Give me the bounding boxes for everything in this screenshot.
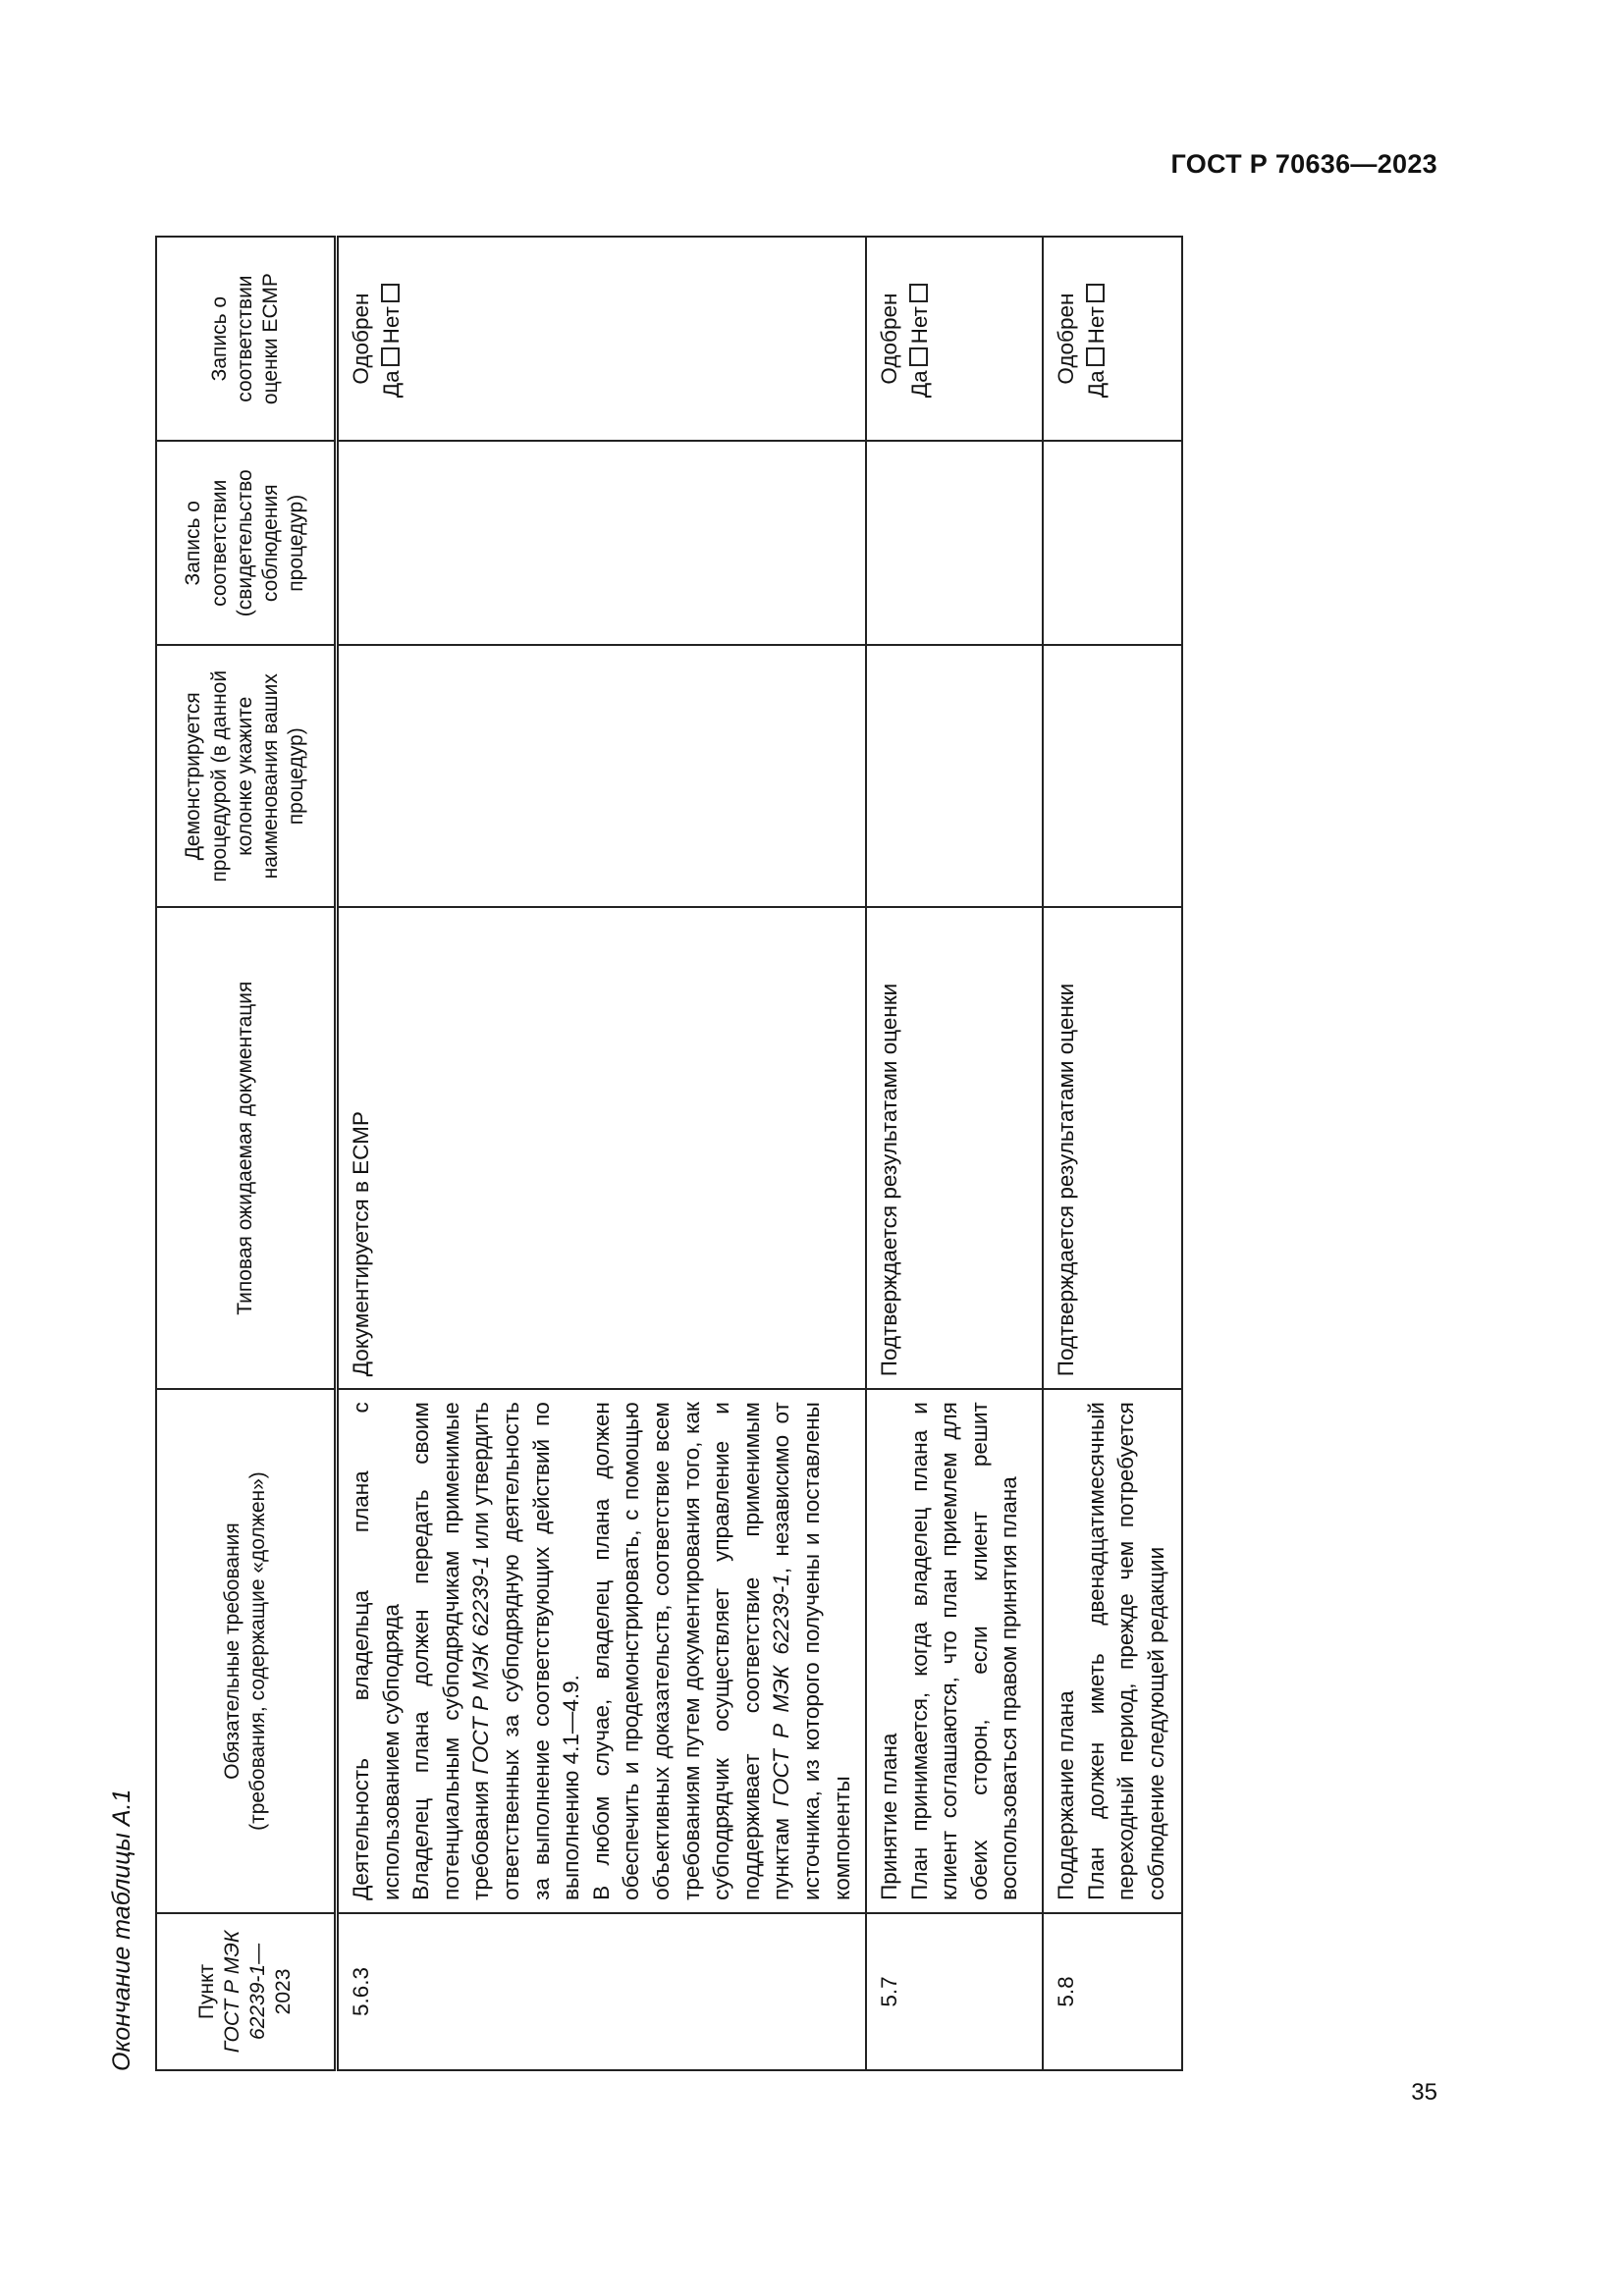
header-compliance-record: Запись о соответствии (свидетельство соблюдения процедур): [156, 441, 337, 645]
row-requirement: Поддержание плана План должен иметь двенадцатимесячный переходный период, прежде чем потребуется соблюдение следующей редакции: [1043, 1389, 1182, 1913]
checkbox-yes[interactable]: [909, 347, 928, 366]
row-documentation: Подтверждается результатами оценки: [1043, 907, 1182, 1389]
table-row: [866, 237, 1043, 2070]
table-row: [1043, 237, 1182, 2070]
row-requirement: Принятие плана План принимается, когда владелец плана и клиент соглашаются, что план приемлем для обеих сторон, если клиент решит воспользоваться правом принятия плана: [866, 1389, 1043, 1913]
row-point: 5.6.3: [337, 1913, 867, 2070]
row-approval: Одобрен ДаНет: [1043, 237, 1182, 441]
row-demonstrated: [337, 645, 867, 907]
header-documentation: Типовая ожидаемая документация: [156, 907, 337, 1389]
row-compliance-record: [1043, 441, 1182, 645]
header-approval-record: Запись о соответствии оценки ЕСМР: [156, 237, 337, 441]
requirements-table: [155, 236, 1183, 2071]
page-number: 35: [1411, 2079, 1437, 2106]
row-compliance-record: [866, 441, 1043, 645]
header-demonstrated: Демонстрируется процедурой (в данной колонке укажите наименования ваших процедур): [156, 645, 337, 907]
table-header-row: [156, 237, 337, 2070]
row-approval: Одобрен ДаНет: [337, 237, 867, 441]
row-approval: Одобрен ДаНет: [866, 237, 1043, 441]
row-documentation: Подтверждается результатами оценки: [866, 907, 1043, 1389]
rotated-table-region: [108, 236, 1168, 2071]
row-documentation: Документируется в ЕСМР: [337, 907, 867, 1389]
row-demonstrated: [1043, 645, 1182, 907]
row-point: 5.7: [866, 1913, 1043, 2070]
checkbox-no[interactable]: [909, 284, 928, 302]
document-code: ГОСТ Р 70636—2023: [1170, 149, 1437, 179]
checkbox-yes[interactable]: [381, 347, 400, 366]
row-demonstrated: [866, 645, 1043, 907]
table-caption: Окончание таблицы А.1: [108, 1789, 135, 2071]
header-point: Пункт ГОСТ Р МЭК 62239-1— 2023: [156, 1913, 337, 2070]
checkbox-yes[interactable]: [1086, 347, 1105, 366]
checkbox-no[interactable]: [381, 284, 400, 302]
header-requirements: Обязательные требования (требования, содержащие «должен»): [156, 1389, 337, 1913]
row-compliance-record: [337, 441, 867, 645]
row-requirement: Деятельность владельца плана с использованием субподряда Владелец плана должен передать своим потенциальным субподрядчикам применимые требования ГОСТ Р МЭК 62239-1 или утвердить ответственных за субподрядную деятельность за выполнение соответствующих действий по выполнению 4.1—4.9. В любом случае, владелец плана должен обеспечить и продемонстрировать, с помощью объективных доказательств, соответствие всем требованиям путем документирования того, как субподрядчик осуществляет управление и поддерживает соответствие применимым пунктам ГОСТ Р МЭК 62239-1, независимо от источника, из которого получены и поставлены компоненты: [337, 1389, 867, 1913]
row-point: 5.8: [1043, 1913, 1182, 2070]
table-row: [337, 237, 867, 2070]
checkbox-no[interactable]: [1086, 284, 1105, 302]
